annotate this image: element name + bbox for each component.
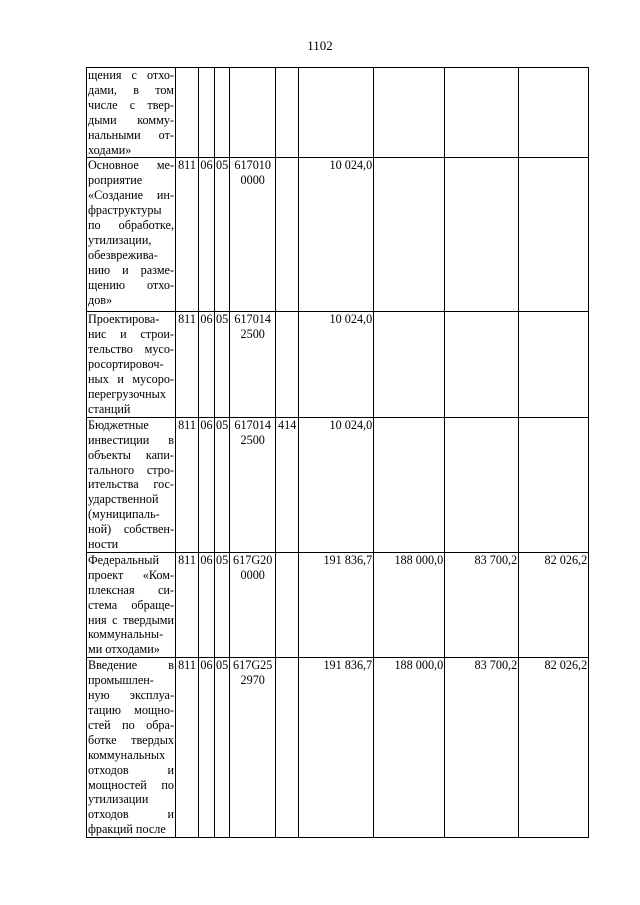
row-name-line: ми отходами»: [88, 642, 160, 657]
subsection-code: 05: [215, 158, 230, 312]
expense-type-code: 414: [276, 417, 299, 552]
row-name-line: ную эксплуа-: [88, 688, 174, 703]
section-code: 06: [199, 658, 215, 838]
row-name-line: Основное ме-: [88, 158, 174, 173]
row-name-line: по обработке,: [88, 218, 174, 233]
row-name-line: фраструктуры: [88, 203, 162, 218]
target-article-code-part: 2970: [240, 673, 265, 688]
row-name-line: мощностей по: [88, 777, 174, 792]
row-name-line: «Создание ин-: [88, 188, 174, 203]
row-name-line: Бюджетные: [88, 417, 149, 432]
target-article-code-part: 617010: [234, 158, 271, 173]
ministry-code: 811: [176, 158, 199, 312]
target-article-code: [230, 658, 276, 838]
section-code: 06: [199, 552, 215, 657]
sum-plan-1: [374, 417, 445, 552]
row-name-line: отходов и: [88, 807, 174, 822]
row-name-line: ния с твердыми: [88, 612, 174, 627]
row-name-line: (муниципаль-: [88, 507, 160, 522]
row-name-line: перегрузочных: [88, 386, 166, 401]
row-name: [87, 158, 176, 312]
sum-plan-3: [519, 417, 589, 552]
sum-plan-2: 83 700,2: [445, 552, 519, 657]
expense-type-code: [276, 552, 299, 657]
row-name-line: объекты капи-: [88, 447, 174, 462]
row-name-line: ности: [88, 537, 119, 552]
row-name-line: ительства гос-: [88, 477, 174, 492]
target-article-code-part: 617014: [234, 312, 271, 327]
sum-plan-1: [374, 68, 445, 158]
target-article-code: [230, 552, 276, 657]
row-name-line: отходов и: [88, 762, 174, 777]
sum-current: 10 024,0: [299, 312, 374, 417]
sum-plan-1: 188 000,0: [374, 658, 445, 838]
row-name-line: утилизации: [88, 792, 149, 807]
ministry-code: [176, 68, 199, 158]
target-article-code-part: 617G25: [233, 658, 273, 673]
table-row: [87, 158, 589, 312]
sum-plan-3: [519, 312, 589, 417]
sum-current: 191 836,7: [299, 658, 374, 838]
row-name-line: дами, в том: [88, 82, 174, 97]
sum-plan-2: 83 700,2: [445, 658, 519, 838]
target-article-code-part: 2500: [240, 432, 265, 447]
row-name-line: дыми комму-: [88, 112, 174, 127]
sum-plan-2: [445, 312, 519, 417]
expense-type-code: [276, 68, 299, 158]
row-name-line: тельство мусо-: [88, 342, 174, 357]
row-name-line: нию и разме-: [88, 262, 174, 277]
sum-plan-1: 188 000,0: [374, 552, 445, 657]
sum-current: [299, 68, 374, 158]
row-name-line: утилизации,: [88, 232, 152, 247]
row-name-line: проект «Ком-: [88, 567, 174, 582]
sum-current: 191 836,7: [299, 552, 374, 657]
row-name: [87, 417, 176, 552]
sum-plan-2: [445, 417, 519, 552]
row-name: [87, 658, 176, 838]
row-name-line: плексная си-: [88, 582, 174, 597]
expense-type-code: [276, 158, 299, 312]
row-name-line: роприятие: [88, 173, 143, 188]
row-name-line: росортировоч-: [88, 357, 164, 372]
sum-current: 10 024,0: [299, 417, 374, 552]
table-row: [87, 417, 589, 552]
row-name-line: обезврежива-: [88, 247, 158, 262]
table-row: [87, 68, 589, 158]
target-article-code-part: 617014: [234, 417, 271, 432]
sum-plan-1: [374, 158, 445, 312]
sum-plan-3: 82 026,2: [519, 552, 589, 657]
sum-plan-3: [519, 158, 589, 312]
ministry-code: 811: [176, 658, 199, 838]
target-article-code: [230, 158, 276, 312]
row-name-line: инвестиции в: [88, 432, 174, 447]
table-row: [87, 312, 589, 417]
ministry-code: 811: [176, 417, 199, 552]
target-article-code-part: 617G20: [233, 552, 273, 567]
sum-plan-3: 82 026,2: [519, 658, 589, 838]
row-name-line: ботке твердых: [88, 732, 174, 747]
target-article-code-part: 0000: [240, 567, 265, 582]
row-name-line: коммунальных: [88, 747, 166, 762]
section-code: [199, 68, 215, 158]
subsection-code: 05: [215, 658, 230, 838]
table-row: [87, 552, 589, 657]
row-name-line: нальными от-: [88, 127, 174, 142]
row-name-line: Введение в: [88, 658, 174, 673]
table-row: [87, 658, 589, 838]
budget-table: [86, 67, 589, 838]
row-name-line: промышлен-: [88, 673, 154, 688]
section-code: 06: [199, 312, 215, 417]
sum-plan-2: [445, 68, 519, 158]
subsection-code: 05: [215, 552, 230, 657]
target-article-code: [230, 312, 276, 417]
row-name-line: дов»: [88, 292, 113, 307]
row-name-line: Федеральный: [88, 552, 159, 567]
row-name-line: станций: [88, 401, 131, 416]
sum-plan-1: [374, 312, 445, 417]
row-name-line: тального стро-: [88, 462, 174, 477]
sum-plan-2: [445, 158, 519, 312]
target-article-code-part: 2500: [240, 327, 265, 342]
section-code: 06: [199, 417, 215, 552]
sum-current: 10 024,0: [299, 158, 374, 312]
row-name-line: Проектирова-: [88, 312, 160, 327]
row-name: [87, 68, 176, 158]
row-name-line: стей по обра-: [88, 717, 174, 732]
sum-plan-3: [519, 68, 589, 158]
row-name-line: числе с твер-: [88, 97, 174, 112]
row-name-line: ходами»: [88, 142, 132, 157]
row-name-line: тацию мощно-: [88, 703, 174, 717]
ministry-code: 811: [176, 552, 199, 657]
target-article-code-part: 0000: [240, 173, 265, 188]
row-name-line: ударственной: [88, 492, 159, 507]
row-name-line: ных и мусоро-: [88, 372, 174, 387]
subsection-code: 05: [215, 417, 230, 552]
row-name-line: щения с отхо-: [88, 68, 174, 82]
row-name-line: коммунальны-: [88, 627, 164, 642]
section-code: 06: [199, 158, 215, 312]
row-name-line: стема обраще-: [88, 597, 174, 612]
expense-type-code: [276, 312, 299, 417]
expense-type-code: [276, 658, 299, 838]
row-name-line: нис и строи-: [88, 327, 174, 342]
page-number: 1102: [307, 38, 333, 53]
subsection-code: [215, 68, 230, 158]
target-article-code: [230, 417, 276, 552]
row-name: [87, 552, 176, 657]
ministry-code: 811: [176, 312, 199, 417]
row-name-line: фракций после: [88, 822, 166, 837]
target-article-code: [230, 68, 276, 158]
row-name-line: ной) собствен-: [88, 522, 174, 537]
row-name: [87, 312, 176, 417]
row-name-line: щению отхо-: [88, 277, 174, 292]
subsection-code: 05: [215, 312, 230, 417]
